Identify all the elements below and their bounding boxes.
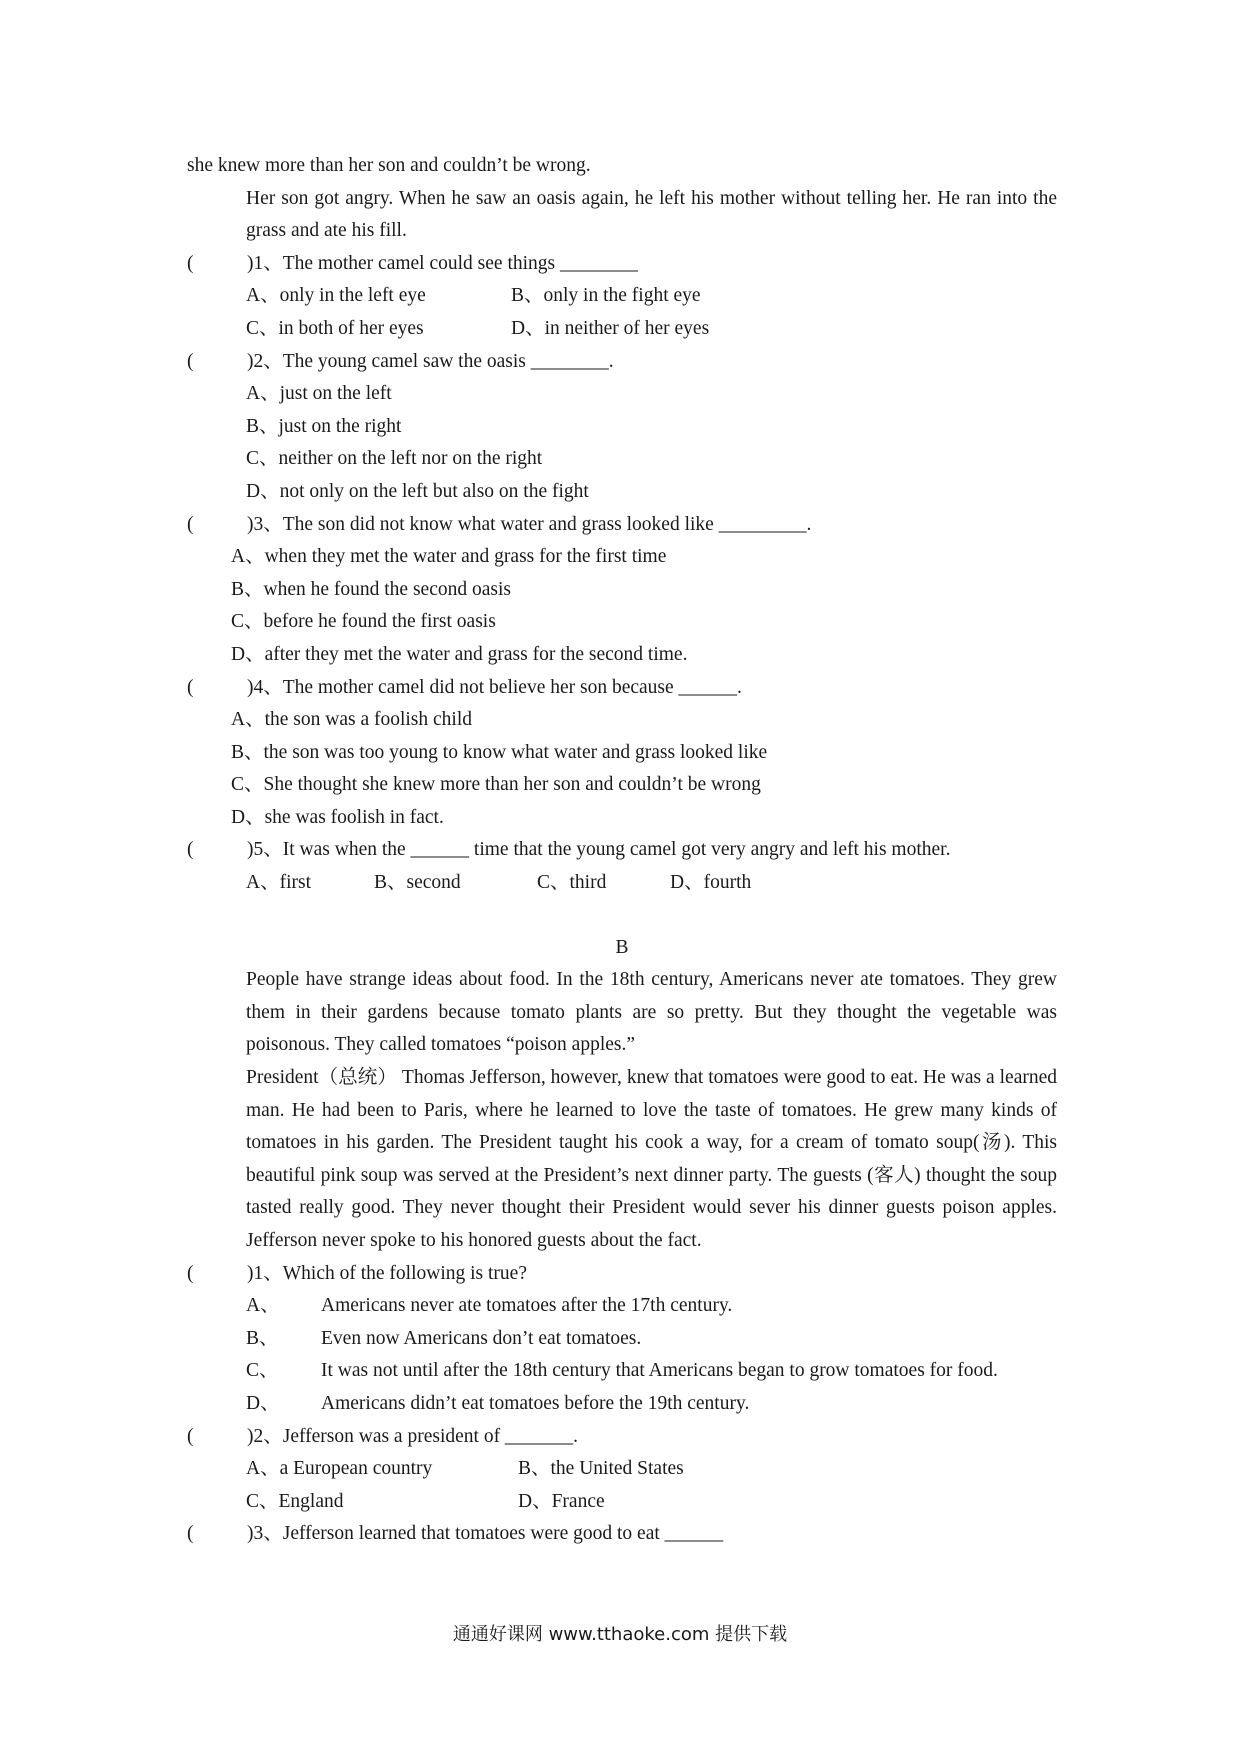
option-d	[187, 1388, 1057, 1421]
option-b	[187, 1323, 1057, 1356]
question-stem: )1、The mother camel could see things ________	[247, 252, 638, 274]
option-c: C、She thought she knew more than her son and couldn’t be wrong	[231, 774, 761, 796]
question-stem: )2、Jefferson was a president of _______.	[247, 1425, 579, 1447]
option-c: C、third	[537, 872, 607, 894]
option-label: C、	[246, 1360, 279, 1382]
option-c: C、England	[246, 1490, 344, 1512]
option-b: B、the son was too young to know what water and grass looked like	[231, 741, 768, 763]
question-stem: )3、The son did not know what water and grass looked like _________.	[247, 513, 812, 535]
question-a3	[187, 509, 1057, 672]
option-text: Americans didn’t eat tomatoes before the 19th century.	[321, 1392, 750, 1414]
option-c: C、neither on the left nor on the right	[246, 448, 543, 470]
question-a1	[187, 248, 1057, 346]
option-b: B、just on the right	[246, 415, 402, 437]
question-b1	[187, 1258, 1057, 1421]
option-text: Even now Americans don’t eat tomatoes.	[321, 1327, 642, 1349]
option-d: D、after they met the water and grass for the second time.	[231, 643, 688, 665]
answer-blank[interactable]: (	[187, 350, 194, 372]
passage-a-paragraph: Her son got angry. When he saw an oasis again, he left his mother without telling her. He ran into the grass and ate his fill.	[246, 187, 1057, 242]
option-a: A、a European country	[246, 1458, 433, 1480]
option-b: B、only in the fight eye	[511, 285, 701, 307]
option-a: A、only in the left eye	[246, 285, 426, 307]
option-c: C、before he found the first oasis	[231, 611, 496, 633]
document-page	[187, 150, 1057, 1551]
option-a: A、the son was a foolish child	[231, 709, 473, 731]
option-text: It was not until after the 18th century that Americans began to grow tomatoes for food.	[321, 1360, 998, 1382]
question-a2	[187, 346, 1057, 509]
question-stem: )3、Jefferson learned that tomatoes were good to eat ______	[247, 1523, 724, 1545]
option-label: A、	[246, 1295, 280, 1317]
option-d: D、fourth	[670, 872, 752, 894]
question-b2	[187, 1421, 1057, 1519]
option-a	[187, 1290, 1057, 1323]
question-stem: )5、It was when the ______ time that the young camel got very angry and left his mother.	[247, 839, 951, 861]
option-d: D、she was foolish in fact.	[231, 806, 444, 828]
option-a: A、when they met the water and grass for the first time	[231, 546, 667, 568]
answer-blank[interactable]: (	[187, 1262, 194, 1284]
option-label: B、	[246, 1327, 279, 1349]
option-a: A、first	[246, 872, 311, 894]
question-a4	[187, 672, 1057, 835]
section-b-title: B	[615, 936, 629, 958]
option-b: B、second	[374, 872, 461, 894]
question-b3	[187, 1518, 1057, 1551]
question-stem: )1、Which of the following is true?	[247, 1262, 527, 1284]
passage-b-paragraph-2: President（总统） Thomas Jefferson, however, knew that tomatoes were good to eat. He was a learned man. He had been to Paris, where he learned to love the taste of tomatoes. He grew many kinds of tomatoes in his garden. The President taught his cook a way, for a cream of tomato soup(汤). This beautiful pink soup was served at the President’s next dinner party. The guests (客人) thought the soup tasted really good. They never thought their President would sever his dinner guests poison apples. Jefferson never spoke to his honored guests about the fact.	[246, 1067, 1057, 1251]
page-footer: 通通好课网 www.tthaoke.com 提供下载	[452, 1624, 788, 1645]
answer-blank[interactable]: (	[187, 839, 194, 861]
option-text: Americans never ate tomatoes after the 17th century.	[321, 1295, 733, 1317]
question-stem: )2、The young camel saw the oasis ________.	[247, 350, 614, 372]
option-c	[187, 1355, 1057, 1388]
option-a: A、just on the left	[246, 383, 392, 405]
option-d: D、in neither of her eyes	[511, 317, 710, 339]
option-d: D、not only on the left but also on the fight	[246, 480, 589, 502]
option-b: B、when he found the second oasis	[231, 578, 511, 600]
option-d: D、France	[518, 1490, 605, 1512]
passage-a-line: she knew more than her son and couldn’t be wrong.	[187, 155, 591, 176]
question-a5	[187, 834, 1057, 899]
answer-blank[interactable]: (	[187, 1523, 194, 1545]
answer-blank[interactable]: (	[187, 1425, 194, 1447]
answer-blank[interactable]: (	[187, 513, 194, 535]
answer-blank[interactable]: (	[187, 252, 194, 274]
passage-b-paragraph-1: People have strange ideas about food. In the 18th century, Americans never ate tomatoes. They grew them in their gardens because tomato plants are so pretty. But they thought the vegetable was poisonous. They called tomatoes “poison apples.”	[246, 969, 1057, 1056]
answer-blank[interactable]: (	[187, 676, 194, 698]
option-b: B、the United States	[518, 1458, 684, 1480]
option-c: C、in both of her eyes	[246, 317, 424, 339]
question-stem: )4、The mother camel did not believe her son because ______.	[247, 676, 742, 698]
option-label: D、	[246, 1392, 280, 1414]
